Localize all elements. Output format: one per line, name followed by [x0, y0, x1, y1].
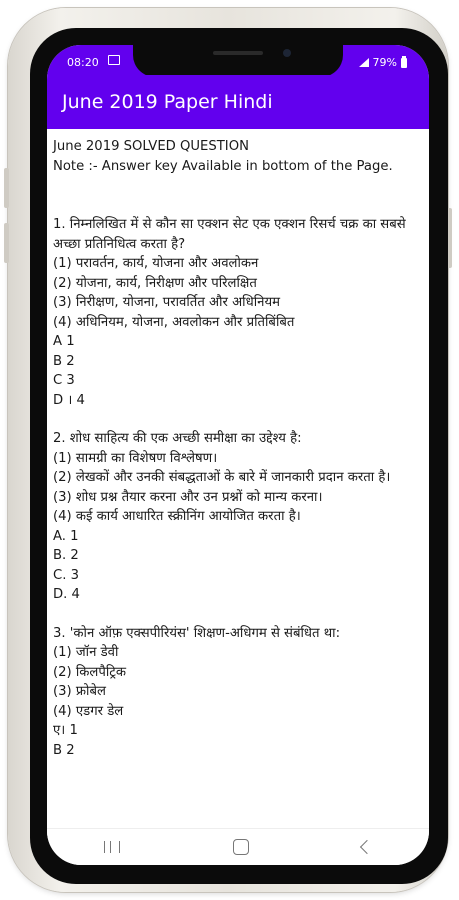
recents-icon[interactable] — [104, 841, 120, 853]
answer-item: C. 3 — [53, 567, 79, 583]
system-nav-bar — [47, 828, 429, 865]
app-title: June 2019 Paper Hindi — [62, 91, 273, 113]
question-text: 2. शोध साहित्य की एक अच्छी समीक्षा का उद्देश्य है: — [53, 431, 302, 446]
option-item: (3) फ्रोबेल — [53, 684, 106, 699]
back-icon[interactable] — [360, 840, 374, 854]
gallery-icon — [108, 55, 120, 65]
answer-item: B 2 — [53, 742, 75, 758]
status-bar — [47, 45, 429, 75]
battery-icon — [401, 58, 407, 68]
option-item: (1) परावर्तन, कार्य, योजना और अवलोकन — [53, 256, 259, 271]
camera-notch — [133, 45, 343, 77]
option-item: (2) लेखकों और उनकी संबद्धताओं के बारे में जानकारी प्रदान करता है। — [53, 470, 391, 485]
intro-line: June 2019 SOLVED QUESTION — [53, 139, 249, 154]
option-item: (4) एडगर डेल — [53, 703, 124, 719]
home-icon[interactable] — [233, 839, 249, 855]
answer-item: C 3 — [53, 373, 75, 388]
front-camera — [283, 49, 291, 57]
speaker-grille — [213, 51, 263, 55]
app-bar — [47, 75, 429, 129]
option-item: (3) शोध प्रश्न तैयार करना और उन प्रश्नों को मान्य करना। — [53, 489, 323, 505]
answer-item: D । 4 — [53, 392, 85, 408]
volume-button — [4, 223, 9, 263]
option-item: (1) जॉन डेवी — [53, 645, 119, 660]
status-icons — [359, 56, 407, 69]
intro-note: Note :- Answer key Available in bottom of the Page. — [53, 158, 393, 174]
question-content[interactable] — [47, 129, 429, 829]
option-item: (2) योजना, कार्य, निरीक्षण और परिलक्षित — [53, 275, 257, 291]
answer-item: A. 1 — [53, 528, 79, 544]
answer-item: A 1 — [53, 334, 75, 349]
volume-button — [4, 168, 9, 208]
question-text: 1. निम्नलिखित में से कौन सा एक्शन सेट एक एक्शन रिसर्च चक्र का सबसे अच्छा प्रतिनिधित्व करता है? — [53, 217, 406, 252]
answer-item: B 2 — [53, 353, 75, 369]
option-item: (4) अधिनियम, योजना, अवलोकन और प्रतिबिंबित — [53, 314, 295, 330]
status-time: 08:20 — [67, 56, 99, 69]
signal-icon — [359, 58, 369, 67]
option-item: (2) किलपैट्रिक — [53, 664, 127, 680]
screen — [47, 45, 429, 865]
phone-frame — [8, 8, 448, 892]
question-text: 3. 'कोन ऑफ़ एक्सपीरियंस' शिक्षण-अधिगम से संबंधित था: — [53, 625, 341, 641]
option-item: (3) निरीक्षण, योजना, परावर्तित और अधिनियम — [53, 295, 280, 310]
battery-percent: 79% — [372, 56, 397, 69]
answer-item: D. 4 — [53, 587, 80, 602]
option-item: (4) कई कार्य आधारित स्क्रीनिंग आयोजित करता है। — [53, 509, 301, 524]
option-item: (1) सामग्री का विशेषण विश्लेषण। — [53, 450, 218, 466]
answer-item: ए। 1 — [53, 723, 78, 738]
answer-item: B. 2 — [53, 548, 79, 563]
